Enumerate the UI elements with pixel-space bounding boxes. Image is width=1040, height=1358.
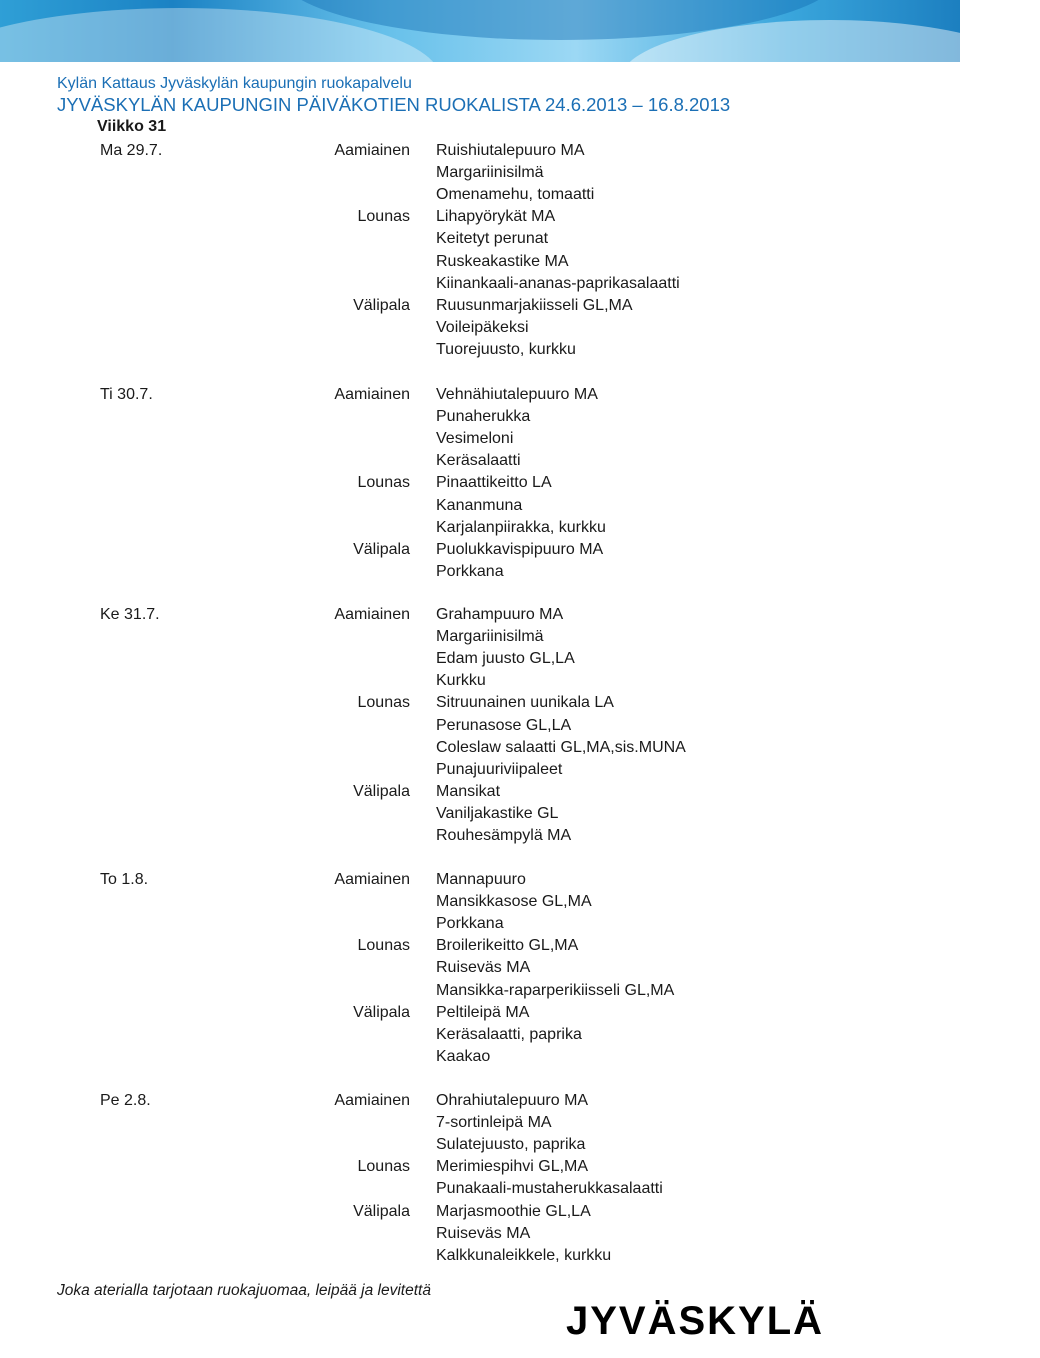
dish-name: Perunasose GL,LA: [436, 716, 572, 734]
meal-type: Aamiainen: [334, 386, 410, 403]
dish-name: Kananmuna: [436, 496, 523, 514]
dish-name: Ruishiutalepuuro MA: [436, 142, 585, 159]
menu-row: [0, 913, 960, 935]
day-block: [0, 140, 960, 361]
day-block: [0, 384, 960, 583]
menu-row: [0, 450, 960, 472]
dish-name: Keräsalaatti, paprika: [436, 1025, 582, 1043]
dish-name: Mansikat: [436, 782, 501, 800]
menu-row: [0, 1201, 960, 1223]
banner-wave: [620, 20, 1040, 140]
menu-row: [0, 539, 960, 561]
week-label: Viikko 31: [97, 118, 167, 135]
menu-row: [0, 517, 960, 539]
organization-line: Kylän Kattaus Jyväskylän kaupungin ruokapalvelu: [57, 75, 412, 92]
menu-row: [0, 1178, 960, 1200]
dish-name: Mansikka-raparperikiisseli GL,MA: [436, 981, 675, 999]
dish-name: Kurkku: [436, 672, 486, 690]
menu-row: [0, 428, 960, 450]
header-banner: [0, 0, 960, 62]
menu-row: [0, 472, 960, 494]
dish-name: Porkkana: [436, 915, 504, 933]
day-label: Ti 30.7.: [100, 386, 153, 403]
dish-name: Sulatejuusto, paprika: [436, 1136, 586, 1154]
jyvaskyla-logo: [566, 1294, 825, 1343]
menu-row: [0, 273, 960, 295]
menu-row: [0, 495, 960, 517]
day-block: [0, 869, 960, 1068]
dish-name: Punakaali-mustaherukkasalaatti: [436, 1180, 663, 1198]
meal-type: Aamiainen: [334, 142, 410, 159]
dish-name: Margariinisilmä: [436, 164, 544, 182]
dish-name: Punaherukka: [436, 408, 531, 426]
dish-name: Pinaattikeitto LA: [436, 474, 552, 492]
meal-type: Lounas: [357, 694, 410, 712]
dish-name: Coleslaw salaatti GL,MA,sis.MUNA: [436, 738, 686, 756]
dish-name: Marjasmoothie GL,LA: [436, 1202, 591, 1220]
dish-name: Broilerikeitto GL,MA: [436, 937, 579, 955]
day-label: To 1.8.: [100, 871, 149, 888]
menu-row: [0, 781, 960, 803]
dish-name: Kalkkunaleikkele, kurkku: [436, 1246, 612, 1264]
menu-row: [0, 1002, 960, 1024]
menu-row: [0, 1046, 960, 1068]
meal-type: Lounas: [357, 474, 410, 492]
menu-row: [0, 317, 960, 339]
dish-name: Keräsalaatti: [436, 452, 521, 470]
menu-row: [0, 1134, 960, 1156]
dish-name: Sitruunainen uunikala LA: [436, 694, 614, 712]
dish-name: Ruusunmarjakiisseli GL,MA: [436, 296, 633, 314]
dish-name: Voileipäkeksi: [436, 318, 529, 336]
dish-name: Mannapuuro: [436, 871, 526, 888]
dish-name: Vesimeloni: [436, 430, 514, 448]
menu-row: [0, 648, 960, 670]
dish-name: Vaniljakastike GL: [436, 804, 559, 822]
meal-type: Välipala: [353, 296, 410, 314]
dish-name: Puolukkavispipuuro MA: [436, 540, 604, 558]
menu-row: [0, 692, 960, 714]
menu-row: [0, 737, 960, 759]
menu-row: [0, 228, 960, 250]
menu-row: [0, 140, 960, 162]
dish-name: Ruiseväs MA: [436, 1224, 531, 1242]
menu-title: JYVÄSKYLÄN KAUPUNGIN PÄIVÄKOTIEN RUOKALISTA 24.6.2013 – 16.8.2013: [57, 94, 731, 115]
menu-row: [0, 1223, 960, 1245]
dish-name: Margariinisilmä: [436, 628, 544, 646]
logo-graphic: [566, 1294, 825, 1343]
meal-type: Aamiainen: [334, 1092, 410, 1109]
dish-name: Ruiseväs MA: [436, 959, 531, 977]
menu-row: [0, 604, 960, 626]
menu-row: [0, 561, 960, 583]
menu-row: [0, 715, 960, 737]
menu-row: [0, 980, 960, 1002]
dish-name: Kaakao: [436, 1047, 491, 1065]
dish-name: 7-sortinleipä MA: [436, 1114, 552, 1132]
menu-row: [0, 1090, 960, 1112]
dish-name: Karjalanpiirakka, kurkku: [436, 518, 606, 536]
menu-row: [0, 206, 960, 228]
dish-name: Grahampuuro MA: [436, 606, 564, 623]
menu-row: [0, 670, 960, 692]
dish-name: Edam juusto GL,LA: [436, 650, 575, 668]
dish-name: Keitetyt perunat: [436, 230, 549, 248]
dish-name: Tuorejuusto, kurkku: [436, 340, 576, 358]
logo-text: JYVÄSKYLÄ: [566, 1299, 825, 1343]
menu-row: [0, 1245, 960, 1267]
footer-note: Joka aterialla tarjotaan ruokajuomaa, leipää ja levitettä: [57, 1282, 431, 1299]
menu-row: [0, 891, 960, 913]
menu-row: [0, 935, 960, 957]
day-label: Ke 31.7.: [100, 606, 160, 623]
dish-name: Peltileipä MA: [436, 1003, 530, 1021]
meal-type: Lounas: [357, 937, 410, 955]
day-block: [0, 604, 960, 847]
dish-name: Lihapyörykät MA: [436, 208, 556, 226]
menu-row: [0, 1024, 960, 1046]
meal-type: Aamiainen: [334, 871, 410, 888]
dish-name: Merimiespihvi GL,MA: [436, 1158, 589, 1176]
day-label: Ma 29.7.: [100, 142, 163, 159]
menu-row: [0, 406, 960, 428]
menu-row: [0, 162, 960, 184]
menu-row: [0, 869, 960, 891]
meal-type: Lounas: [357, 208, 410, 226]
day-label: Pe 2.8.: [100, 1092, 151, 1109]
menu-row: [0, 184, 960, 206]
menu-row: [0, 1112, 960, 1134]
menu-row: [0, 295, 960, 317]
meal-type: Välipala: [353, 1202, 410, 1220]
menu-row: [0, 803, 960, 825]
dish-name: Punajuuriviipaleet: [436, 760, 563, 778]
meal-type: Välipala: [353, 782, 410, 800]
dish-name: Ruskeakastike MA: [436, 252, 569, 270]
menu-row: [0, 957, 960, 979]
menu-row: [0, 384, 960, 406]
menu-row: [0, 339, 960, 361]
day-block: [0, 1090, 960, 1267]
dish-name: Porkkana: [436, 562, 504, 580]
meal-type: Aamiainen: [334, 606, 410, 623]
dish-name: Mansikkasose GL,MA: [436, 893, 592, 911]
dish-name: Omenamehu, tomaatti: [436, 186, 595, 204]
dish-name: Vehnähiutalepuuro MA: [436, 386, 598, 403]
dish-name: Kiinankaali-ananas-paprikasalaatti: [436, 274, 680, 292]
menu-row: [0, 759, 960, 781]
menu-row: [0, 626, 960, 648]
menu-row: [0, 251, 960, 273]
menu-row: [0, 825, 960, 847]
menu-row: [0, 1156, 960, 1178]
meal-type: Välipala: [353, 540, 410, 558]
meal-type: Lounas: [357, 1158, 410, 1176]
dish-name: Rouhesämpylä MA: [436, 827, 572, 844]
meal-type: Välipala: [353, 1003, 410, 1021]
dish-name: Ohrahiutalepuuro MA: [436, 1092, 589, 1109]
